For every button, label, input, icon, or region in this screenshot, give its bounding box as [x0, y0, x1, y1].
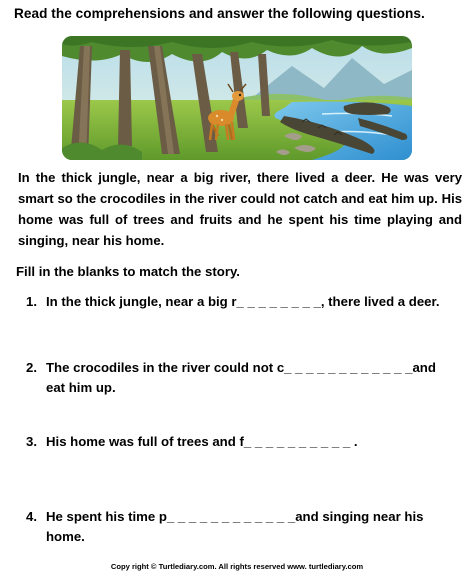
- question-1: [26, 292, 456, 312]
- story-text: In the thick jungle, near a big river, there lived a deer. He was very smart so the crocodiles in the river could not catch and eat him up. His home was full of trees and fruits and he spent his time playing and singing, near his home.: [18, 170, 462, 248]
- question-text: The crocodiles in the river could not c_ _ _ _ _ _ _ _ _ _ _ _and eat him up.: [46, 360, 436, 395]
- question-number: 4.: [26, 509, 37, 524]
- question-text: In the thick jungle, near a big r_ _ _ _ _ _ _ _, there lived a deer.: [46, 294, 440, 309]
- question-3: [26, 432, 456, 452]
- instructions: Fill in the blanks to match the story.: [16, 264, 240, 279]
- question-number: 1.: [26, 294, 37, 309]
- question-number: 2.: [26, 360, 37, 375]
- question-number: 3.: [26, 434, 37, 449]
- question-4: [26, 507, 456, 547]
- copyright-footer: Copy right © Turtlediary.com. All rights reserved www. turtlediary.com: [110, 562, 364, 571]
- question-2: [26, 358, 456, 398]
- question-text: His home was full of trees and f_ _ _ _ _ _ _ _ _ _ .: [46, 434, 358, 449]
- story-illustration: [62, 36, 412, 160]
- worksheet-title: Read the comprehensions and answer the following questions.: [14, 6, 425, 21]
- question-text: He spent his time p_ _ _ _ _ _ _ _ _ _ _ _and singing near his home.: [46, 509, 424, 544]
